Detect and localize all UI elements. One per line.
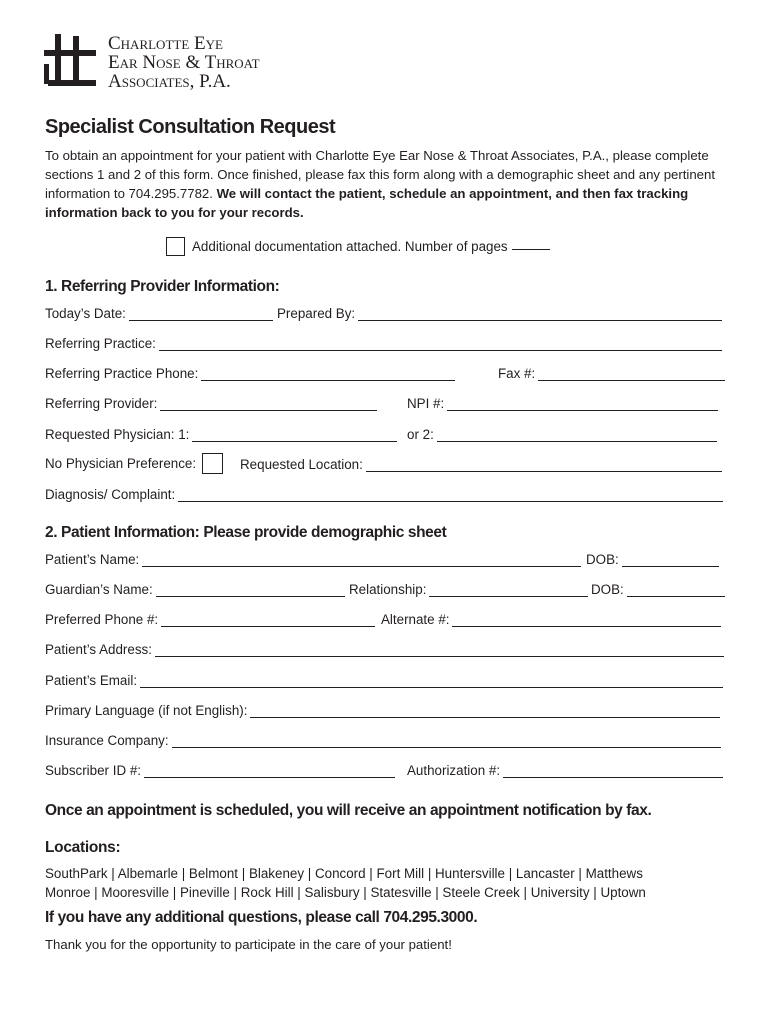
input-line[interactable] xyxy=(160,398,377,411)
additional-docs-row xyxy=(166,237,550,259)
section-1-heading: 1. Referring Provider Information: xyxy=(45,278,280,295)
alternate-phone-field[interactable] xyxy=(381,609,721,627)
referring-practice-phone-field[interactable] xyxy=(45,363,455,381)
logo-mark-icon xyxy=(44,34,100,92)
field-label: or 2: xyxy=(407,427,434,442)
primary-language-field[interactable] xyxy=(45,700,720,718)
logo-line-1: Charlotte Eye xyxy=(108,33,223,54)
form-row xyxy=(45,549,725,569)
input-line[interactable] xyxy=(156,584,345,597)
form-row xyxy=(45,579,725,599)
thank-you-note: Thank you for the opportunity to participate in the care of your patient! xyxy=(45,937,452,952)
field-label: DOB: xyxy=(586,552,619,567)
input-line[interactable] xyxy=(172,735,721,748)
form-row xyxy=(45,333,725,353)
referring-provider-field[interactable] xyxy=(45,393,377,411)
form-row xyxy=(45,700,725,720)
guardian-name-field[interactable] xyxy=(45,579,345,597)
fax-field[interactable] xyxy=(498,363,725,381)
field-label: No Physician Preference: xyxy=(45,455,197,471)
input-line[interactable] xyxy=(201,368,455,381)
field-label: Patient’s Email: xyxy=(45,673,138,688)
input-line[interactable] xyxy=(178,489,723,502)
intro-bold-text: We will contact the patient, schedule an appointment, and then fax tracking information back to you for your records. xyxy=(45,186,689,220)
field-label: Diagnosis/ Complaint: xyxy=(45,487,176,502)
additional-docs-checkbox[interactable] xyxy=(166,237,185,256)
input-line[interactable] xyxy=(437,429,717,442)
authorization-field[interactable] xyxy=(407,760,723,778)
input-line[interactable] xyxy=(250,705,720,718)
field-label: Requested Physician: 1: xyxy=(45,427,190,442)
form-row xyxy=(45,424,725,444)
form-title: Specialist Consultation Request xyxy=(45,116,336,138)
logo-wordmark xyxy=(108,34,260,91)
field-label: Patient’s Address: xyxy=(45,642,152,657)
form-row xyxy=(45,454,725,474)
pages-count-field[interactable] xyxy=(512,237,550,250)
input-line[interactable] xyxy=(429,584,588,597)
additional-docs-label: Additional documentation attached. Number of pages xyxy=(192,239,508,254)
field-label: Referring Provider: xyxy=(45,396,158,411)
input-line[interactable] xyxy=(142,554,581,567)
input-line[interactable] xyxy=(159,338,722,351)
form-row xyxy=(45,393,725,413)
field-label: Referring Practice: xyxy=(45,336,156,351)
form-row xyxy=(45,670,725,690)
field-label: Preferred Phone #: xyxy=(45,612,159,627)
input-line[interactable] xyxy=(538,368,725,381)
intro-paragraph xyxy=(45,146,725,222)
field-label: DOB: xyxy=(591,582,624,597)
patient-address-field[interactable] xyxy=(45,639,724,657)
field-label: Referring Practice Phone: xyxy=(45,366,199,381)
patient-dob-field[interactable] xyxy=(586,549,719,567)
field-label: Patient’s Name: xyxy=(45,552,140,567)
field-label: Prepared By: xyxy=(277,306,356,321)
input-line[interactable] xyxy=(447,398,718,411)
preferred-phone-field[interactable] xyxy=(45,609,375,627)
input-line[interactable] xyxy=(503,765,723,778)
field-label: Primary Language (if not English): xyxy=(45,703,248,718)
prepared-by-field[interactable] xyxy=(277,303,722,321)
requested-physician-2-field[interactable] xyxy=(407,424,717,442)
appointment-notice: Once an appointment is scheduled, you will receive an appointment notification by fax. xyxy=(45,802,652,819)
no-physician-preference-checkbox[interactable] xyxy=(202,453,223,474)
questions-contact: If you have any additional questions, please call 704.295.3000. xyxy=(45,909,478,926)
form-row xyxy=(45,730,725,750)
form-row xyxy=(45,303,725,323)
todays-date-field[interactable] xyxy=(45,303,273,321)
input-line[interactable] xyxy=(192,429,397,442)
patient-name-field[interactable] xyxy=(45,549,581,567)
logo-line-3: Associates, P.A. xyxy=(108,71,231,92)
field-label: Relationship: xyxy=(349,582,427,597)
form-row xyxy=(45,484,725,504)
subscriber-id-field[interactable] xyxy=(45,760,395,778)
company-logo xyxy=(44,34,294,94)
insurance-company-field[interactable] xyxy=(45,730,721,748)
field-label: Today’s Date: xyxy=(45,306,126,321)
input-line[interactable] xyxy=(622,554,719,567)
diagnosis-complaint-field[interactable] xyxy=(45,484,723,502)
field-label: Authorization #: xyxy=(407,763,501,778)
referring-practice-field[interactable] xyxy=(45,333,722,351)
field-label: Alternate #: xyxy=(381,612,450,627)
input-line[interactable] xyxy=(140,675,723,688)
guardian-dob-field[interactable] xyxy=(591,579,725,597)
input-line[interactable] xyxy=(452,614,721,627)
locations-line-2: Monroe | Mooresville | Pineville | Rock Hill | Salisbury | Statesville | Steele Creek | University | Uptown xyxy=(45,885,646,900)
locations-heading: Locations: xyxy=(45,839,121,856)
form-row xyxy=(45,760,725,780)
patient-email-field[interactable] xyxy=(45,670,723,688)
requested-location-field[interactable] xyxy=(240,454,722,472)
input-line[interactable] xyxy=(144,765,395,778)
field-label: NPI #: xyxy=(407,396,445,411)
form-row xyxy=(45,639,725,659)
no-physician-preference-field xyxy=(45,454,235,472)
input-line[interactable] xyxy=(161,614,375,627)
section-2-heading: 2. Patient Information: Please provide demographic sheet xyxy=(45,524,447,541)
field-label: Subscriber ID #: xyxy=(45,763,142,778)
input-line[interactable] xyxy=(129,308,273,321)
intro-text: To obtain an appointment for your patient with Charlotte Eye Ear Nose & Throat Associates, P.A., please complete sections 1 and 2 of this form. Once finished, please fax this form along with a demographic sheet and any pertinent information to 704.295.7782. xyxy=(45,148,716,201)
input-line[interactable] xyxy=(358,308,722,321)
form-row xyxy=(45,609,725,629)
relationship-field[interactable] xyxy=(349,579,588,597)
input-line[interactable] xyxy=(366,459,722,472)
requested-physician-1-field[interactable] xyxy=(45,424,397,442)
logo-line-2: Ear Nose & Throat xyxy=(108,52,260,73)
npi-field[interactable] xyxy=(407,393,718,411)
field-label: Fax #: xyxy=(498,366,536,381)
field-label: Guardian’s Name: xyxy=(45,582,153,597)
input-line[interactable] xyxy=(155,644,724,657)
field-label: Insurance Company: xyxy=(45,733,169,748)
input-line[interactable] xyxy=(627,584,725,597)
locations-line-1: SouthPark | Albemarle | Belmont | Blakeney | Concord | Fort Mill | Huntersville | Lancaster | Matthews xyxy=(45,866,643,881)
form-row xyxy=(45,363,725,383)
field-label: Requested Location: xyxy=(240,457,363,472)
